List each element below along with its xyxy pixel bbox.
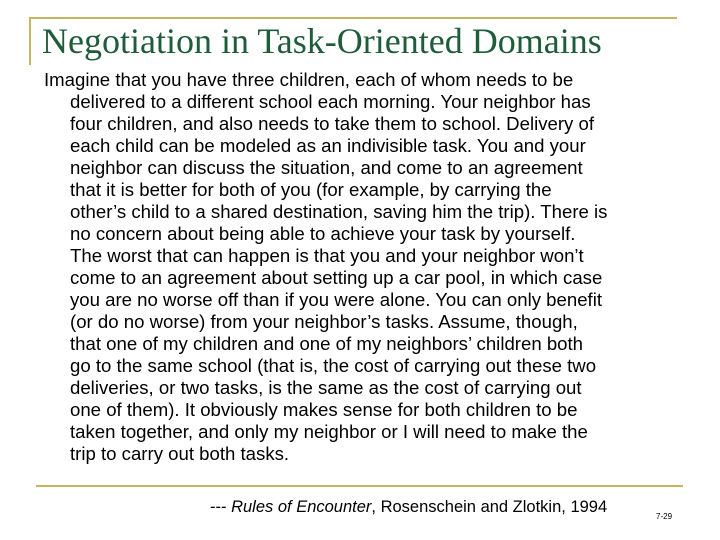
body-line: go to the same school (that is, the cost of carrying out these two — [70, 355, 597, 376]
body-line: Imagine that you have three children, each of whom needs to be — [44, 69, 574, 90]
body-line: you are no worse off than if you were alone. You can only benefit — [70, 289, 603, 310]
body-line: one of them). It obviously makes sense for both children to be — [70, 399, 578, 420]
slide-body-paragraph — [44, 69, 664, 465]
body-line: each child can be modeled as an indivisible task. You and your — [70, 135, 586, 156]
body-line: come to an agreement about setting up a car pool, in which case — [70, 267, 603, 288]
body-line: deliveries, or two tasks, is the same as the cost of carrying out — [70, 377, 582, 398]
body-line: no concern about being able to achieve your task by yourself. — [70, 223, 576, 244]
body-line: four children, and also needs to take them to school. Delivery of — [70, 113, 595, 134]
citation — [210, 497, 607, 517]
body-line: other’s child to a shared destination, saving him the trip). There is — [70, 201, 608, 222]
body-line: (or do no worse) from your neighbor’s tasks. Assume, though, — [70, 311, 578, 332]
body-line: that one of my children and one of my neighbors’ children both — [70, 333, 584, 354]
page-number: 7-29 — [656, 512, 673, 521]
body-line: delivered to a different school each morning. Your neighbor has — [70, 91, 591, 112]
body-line: trip to carry out both tasks. — [70, 443, 290, 464]
title-frame-left-rule — [29, 17, 31, 65]
footer-rule — [36, 485, 683, 487]
citation-authors-year: , Rosenschein and Zlotkin, 1994 — [371, 498, 608, 516]
body-line: neighbor can discuss the situation, and come to an agreement — [70, 157, 583, 178]
slide-title: Negotiation in Task-Oriented Domains — [42, 21, 602, 61]
body-line: taken together, and only my neighbor or I will need to make the — [70, 421, 588, 442]
citation-prefix: --- — [210, 498, 232, 516]
body-line: The worst that can happen is that you and your neighbor won’t — [70, 245, 584, 266]
citation-book-title: Rules of Encounter — [231, 498, 372, 516]
body-line: that it is better for both of you (for example, by carrying the — [70, 179, 552, 200]
